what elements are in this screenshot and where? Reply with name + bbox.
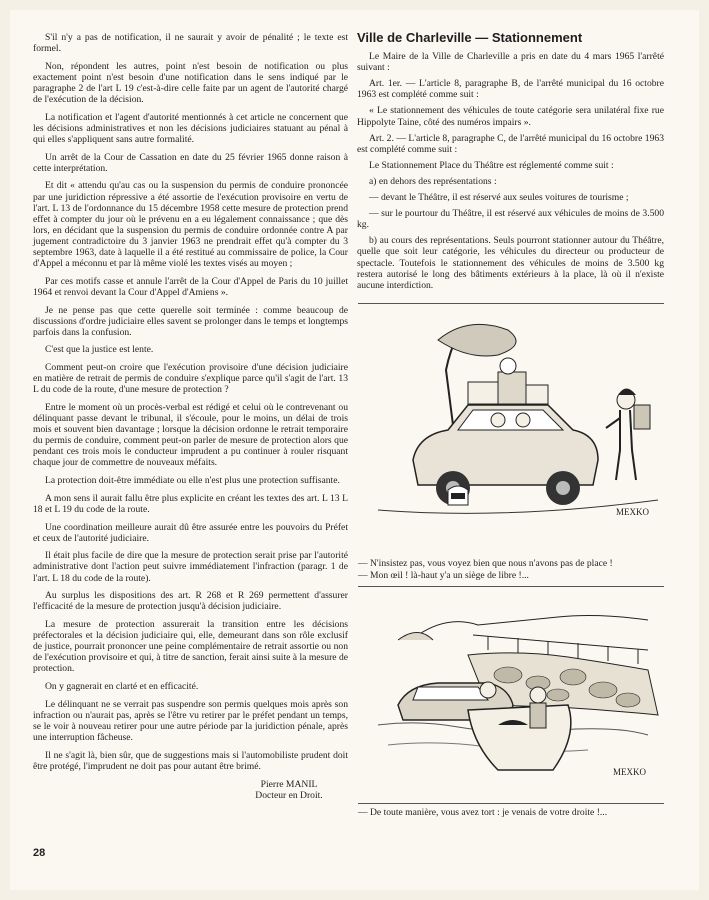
- notice-paragraph: Le Maire de la Ville de Charleville a pris en date du 4 mars 1965 l'arrêté suivant :: [357, 51, 664, 74]
- article-paragraph: La mesure de protection assurerait la transition entre les décisions préfectorales et la décision judiciaire qui, elle, demeurant dans son rôle exclusif de justice, pourrait prononcer une peine complémentaire de retrait assortie ou non de l'exécution provisoire et qui, à titre de sanction, ferait ainsi suite à la mesure de protection.: [33, 619, 348, 675]
- cartoon-boat-collision: [358, 595, 664, 800]
- section-divider: [358, 803, 664, 804]
- notice-heading: Ville de Charleville — Stationnement: [357, 30, 583, 45]
- article-paragraph: Non, répondent les autres, point n'est besoin de notification ou plus exactement point n'est besoin d'une notification dans le sens indiqué par le paragraphe 2 de l'art L 19 c'est-à-dire celle faite par un agent de l'autorité chargé de l'exécution de la décision.: [33, 60, 348, 106]
- notice-column: [357, 32, 664, 296]
- section-divider: [358, 586, 664, 587]
- article-paragraph: La notification et l'agent d'autorité mentionnés à cet article ne concernent que les décisions administratives et non les décisions judiciaires statuant au pénal à qui elles s'appliquent sans autre formalité.: [33, 111, 348, 145]
- notice-paragraph: Le Stationnement Place du Théâtre est réglementé comme suit :: [369, 159, 614, 171]
- article-paragraph: Au surplus les dispositions des art. R 268 et R 269 permettent d'assurer l'efficacité de la mesure de protection jusqu'à décision judiciaire.: [33, 590, 348, 613]
- author-signature: [33, 779, 348, 802]
- cartoon1-signature: MEXKO: [616, 507, 649, 517]
- author-name: Pierre MANIL: [260, 778, 318, 790]
- article-paragraph: C'est que la justice est lente.: [45, 344, 154, 356]
- notice-paragraph: — sur le pourtour du Théâtre, il est réservé aux véhicules de moins de 3.500 kg.: [357, 208, 664, 231]
- notice-paragraph: b) au cours des représentations. Seuls pourront stationner autour du Théâtre, quelle que soit leur catégorie, les véhicules du directeur ou producteur de spectacle. Toutefois le stationnement des véhicules de moins de 3.500 kg restera autorisé le long des bâtiments extérieurs à la place, là où il n'existe aucune interdiction.: [357, 235, 664, 291]
- author-title: Docteur en Droit.: [255, 790, 323, 802]
- cartoon2-signature: MEXKO: [613, 767, 646, 777]
- notice-paragraph: Art. 1er. — L'article 8, paragraphe B, de l'arrêté municipal du 16 octobre 1963 est complété comme suit :: [357, 78, 664, 101]
- article-paragraph: La protection doit-être immédiate ou elle n'est plus une protection suffisante.: [45, 475, 340, 487]
- article-paragraph: Entre le moment où un procès-verbal est rédigé et celui où le contrevenant ou délinquant passe devant le tribunal, il s'écoule, pour le moins, un délai de trois mois et souvent bien davantage ; lorsque la décision ordonne le retrait temporaire du permis de conduire, comment peut-on parler de mesure de protection alors que pendant ces trois mois le conducteur imprudent a pu continuer à rouler risquant chaque jour de commettre de nouveaux méfaits.: [33, 401, 348, 469]
- article-paragraph: On y gagnerait en clarté et en efficacité.: [45, 681, 199, 693]
- page-number: 28: [33, 847, 46, 859]
- notice-paragraph: — devant le Théâtre, il est réservé aux seules voitures de tourisme ;: [369, 192, 629, 204]
- article-paragraph: S'il n'y a pas de notification, il ne saurait y avoir de pénalité ; le texte est formel.: [33, 32, 348, 55]
- article-paragraph: A mon sens il aurait fallu être plus explicite en créant les textes des art. L 13 L 18 et L 19 du code de la route.: [33, 492, 348, 515]
- article-paragraph: Comment peut-on croire que l'exécution provisoire d'une décision judiciaire en matière de retrait de permis de conduire s'explique parce qu'il s'agit de l'art. 13 L du code de la route, d'une mesure de protection ?: [33, 362, 348, 396]
- section-divider: [358, 303, 664, 304]
- cartoon1-caption: [358, 558, 668, 582]
- cartoon-overloaded-car: [358, 310, 664, 550]
- article-paragraph: Un arrêt de la Cour de Cassation en date du 25 février 1965 donne raison à cette interprétation.: [33, 151, 348, 174]
- article-paragraph: Il ne s'agit là, bien sûr, que de suggestions mais si l'automobiliste prudent doit être protégé, l'imprudent ne doit pas pour autant être brimé.: [33, 749, 348, 772]
- notice-paragraph: a) en dehors des représentations :: [369, 175, 497, 187]
- cartoon2-caption: — De toute manière, vous avez tort : je venais de votre droite !...: [358, 807, 608, 818]
- article-paragraph: Il était plus facile de dire que la mesure de protection serait prise par l'autorité administrative dont l'action peut suivre immédiatement l'infraction (paragr. 1 de l'art. L 18 du code de la route).: [33, 550, 348, 584]
- article-paragraph: Je ne pense pas que cette querelle soit terminée : comme beaucoup de discussions d'ordre judiciaire elles savent se prolonger dans le temps et longtemps parfois dans la confusion.: [33, 304, 348, 338]
- article-paragraph: Par ces motifs casse et annule l'arrêt de la Cour d'Appel de Paris du 10 juillet 1964 et renvoi devant la Cour d'Appel d'Amiens ».: [33, 275, 348, 298]
- notice-paragraph: Art. 2. — L'article 8, paragraphe C, de l'arrêté municipal du 16 octobre 1963 est complété comme suit :: [357, 132, 664, 155]
- article-paragraph: Le délinquant ne se verrait pas suspendre son permis quelques mois après son infraction ou n'aurait pas, après se l'être vu retirer par le préfet pendant un temps, se le voir à nouveau retirer pour une autre période par la juridiction pénale, après une interruption fâcheuse.: [33, 698, 348, 744]
- notice-paragraph: « Le stationnement des véhicules de toute catégorie sera unilatéral fixe rue Hippolyte Taine, côté des numéros impairs ».: [357, 105, 664, 128]
- article-paragraph: Et dit « attendu qu'au cas ou la suspension du permis de conduire prononcée par une juridiction répressive a été assortie de l'exécution provisoire en vertu de l'art. L 13 de l'ordonnance du 15 décembre 1958 cette mesure de protection prend effet à compter du jour où le prévenu en a eu légalement connaissance ; que dès lors, en décidant que la suspension du permis de conduire ordonnée contre A par jugement contradictoire du 3 janvier 1963 ne prendrait effet qu'à compter du 3 septembre 1963, date à laquelle il a été restitué au commissaire de police, la Cour d'Appel a méconnu et par là même violé les textes visés au moyen ;: [33, 180, 348, 270]
- article-paragraph: Une coordination meilleure aurait dû être assurée entre les pouvoirs du Préfet et ceux de l'autorité judiciaire.: [33, 521, 348, 544]
- cartoon1-caption-line: — Mon œil ! là-haut y'a un siège de libre !...: [358, 570, 529, 581]
- article-column: [33, 32, 348, 802]
- cartoon1-caption-line: — N'insistez pas, vous voyez bien que nous n'avons pas de place !: [358, 558, 613, 569]
